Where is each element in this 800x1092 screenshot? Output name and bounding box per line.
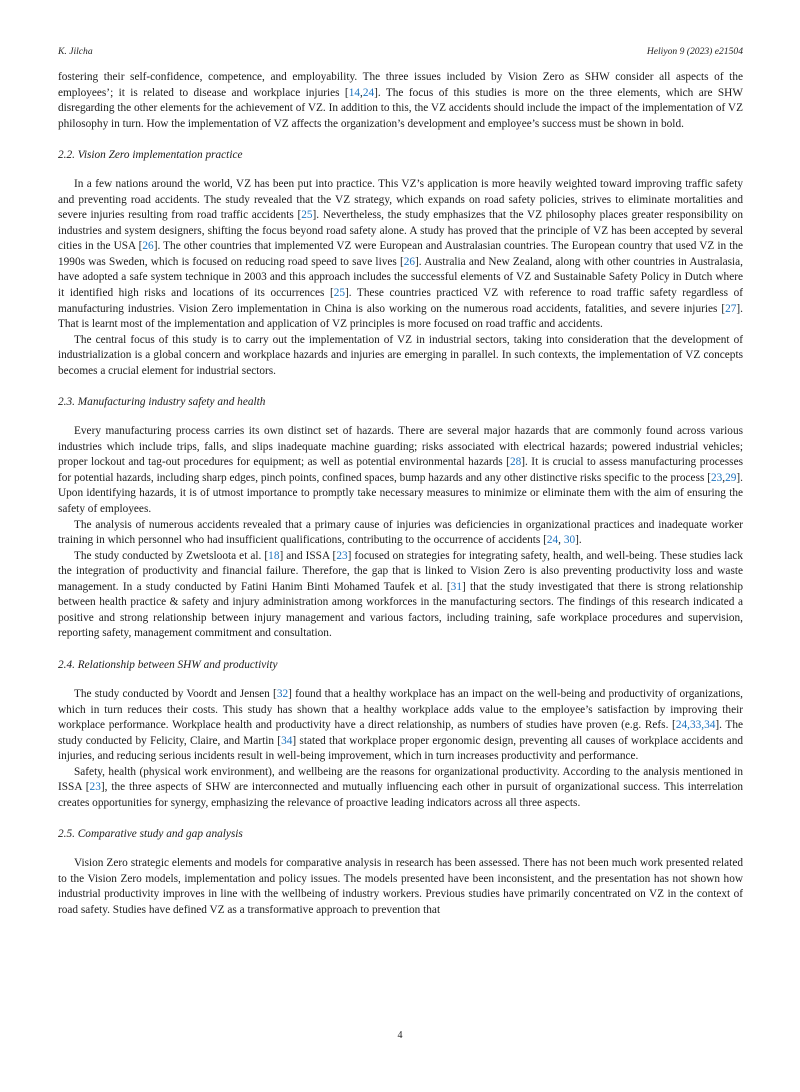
- paragraph-text: Every manufacturing process carries its own distinct set of hazards. There are several major hazards that are commonly found across various industries which include trips, falls, and slips inadequate machine guarding; risks associated with electrical hazards; powered industrial vehicles; proper lockout and tag-out procedures for equipment; as well as potential environmental hazards [: [58, 425, 743, 469]
- page-number: 4: [397, 1030, 403, 1041]
- header-journal: Heliyon 9 (2023) e21504: [646, 46, 743, 57]
- paragraph-text: ]. That is learnt most of the implementation and application of VZ principles is more focused on road traffic and accidents.: [58, 302, 743, 331]
- paragraph-text: ]. Australia and New Zealand, along with other countries in Australasia, have adopted a safe system technique in 2003 and this approach includes the successful elements of VZ and Sustainable Safety Policy in Dutch where it identified high risks and locations of its occurrences [: [58, 255, 743, 300]
- paragraph-text: ,: [722, 471, 726, 484]
- header-author: K. Jilcha: [58, 46, 93, 57]
- body-paragraph: [58, 333, 743, 380]
- citation-link[interactable]: 23: [710, 471, 723, 484]
- body-paragraph: [58, 856, 743, 918]
- body-paragraph: [58, 765, 743, 812]
- paragraph-text: In a few nations around the world, VZ has been put into practice. This VZ’s application is more heavily weighted toward improving traffic safety and preventing road accidents. The study revealed that the VZ strategy, which expands on road safety policies, strives to eliminate mortalities and severe injuries resulting from road traffic accidents [: [58, 178, 743, 222]
- citation-link[interactable]: 23: [336, 549, 348, 562]
- body-paragraph: [58, 424, 743, 517]
- paragraph-text: ,: [359, 86, 363, 99]
- citation-link[interactable]: 26: [142, 240, 154, 253]
- paragraph-text: The study conducted by Zwetsloota et al. [: [74, 549, 269, 562]
- paragraph-text: ].: [575, 534, 582, 547]
- paragraph-text: ]. Nevertheless, the study emphasizes that the VZ philosophy places greater responsibility on industries and system designers, shifting the focus beyond road safety alone. A study has proved that the principle of VZ has been accepted by several cities in the USA [: [58, 209, 744, 253]
- citation-link[interactable]: 25: [333, 287, 346, 300]
- citation-link[interactable]: 18: [268, 549, 280, 562]
- paragraph-text: ] stated that workplace proper ergonomic design, preventing all causes of workplace accidents and injuries, and reducing serious incidents result in well-being improvement, which in turn increases productivity and performance.: [58, 734, 743, 763]
- citation-link[interactable]: 24: [546, 534, 559, 547]
- citation-link[interactable]: 23: [89, 781, 101, 794]
- body-paragraph: [58, 549, 743, 642]
- paragraph-text: ] focused on strategies for integrating safety, health, and well-being. These studies lack the integration of productivity and financial failure. Therefore, the gap that is linked to Vision Zero is also preventing productivity loss and waste management. In a study conducted by Fatini Hanim Binti Mohamed Taufek et al. [: [58, 549, 744, 593]
- paragraph-text: ], the three aspects of SHW are interconnected and mutually influencing each other in pursuit of organizational success. This interrelation creates opportunities for synergy, emphasizing the relevance of proactive leading indicators across all three aspects.: [58, 781, 743, 809]
- paragraph-text: ,: [558, 534, 564, 547]
- citation-link[interactable]: 25: [301, 209, 313, 222]
- citation-link[interactable]: 31: [450, 580, 462, 593]
- body-paragraph: [58, 177, 743, 332]
- body-paragraph: [58, 518, 743, 549]
- body-paragraph: [58, 70, 743, 132]
- citation-link[interactable]: 14: [348, 86, 360, 99]
- paragraph-text: ] found that a healthy workplace has an impact on the well-being and productivity of organizations, which in turn reduces their costs. This study has shown that a healthy workplace adds value to the employee’s satisfaction by improving their workplace performance. Workplace health and productivity have a direct relationship, as numbers of studies have proven (e.g. Refs. [: [58, 687, 743, 732]
- paragraph-text: ]. It is crucial to assess manufacturing processes for potential hazards, including sharp edges, pinch points, confined spaces, bump hazards and any other distinctive risks specific to the process [: [58, 456, 743, 484]
- citation-link[interactable]: 24: [362, 86, 375, 99]
- running-header: [58, 46, 743, 57]
- paragraph-text: ]. The other countries that implemented VZ were European and Australasian countries. The European country that used VZ in the 1990s was Sweden, which is focused on reducing road speed to save lives [: [58, 240, 743, 268]
- citation-link[interactable]: 32: [276, 687, 289, 700]
- article-content: [58, 70, 743, 919]
- paragraph-text: ]. The focus of this studies is more on the three elements, which are SHW disregarding the other elements for the achievement of VZ. In addition to this, the VZ accidents should include the impact of the implementation of VZ philosophy in turn. How the implementation of VZ affects the organization’s development and employee’s success must be shown in bold.: [58, 86, 743, 130]
- paragraph-text: ] and ISSA [: [279, 549, 337, 562]
- citation-link[interactable]: 30: [563, 534, 576, 547]
- citation-link[interactable]: 26: [403, 255, 416, 268]
- section-heading: 2.2. Vision Zero implementation practice: [58, 149, 243, 162]
- paragraph-text: ]. The study conducted by Felicity, Claire, and Martin [: [58, 719, 743, 747]
- paragraph-text: The central focus of this study is to carry out the implementation of VZ in industrial sectors, taking into consideration that the development of industrialization is a global concern and workplace hazards and injuries are emerging in parallel. In such contexts, the implementation of VZ concepts becomes a crucial element for industrial sectors.: [58, 333, 743, 377]
- paragraph-text: The analysis of numerous accidents revealed that a primary cause of injuries was deficiencies in organizational practices and inadequate worker training in which personnel who had insufficient qualifications, contributing to the occurrence of accidents [: [58, 518, 743, 547]
- paragraph-text: fostering their self-confidence, competence, and employability. The three issues included by Vision Zero as SHW consider all aspects of the employees’; it is related to disease and workplace injuries [: [58, 71, 743, 99]
- page-body: [58, 46, 743, 919]
- paragraph-text: Vision Zero strategic elements and models for comparative analysis in research has been assessed. There has not been much work presented related to the Vision Zero models, implementation and policy issues. The models presented have been inconsistent, and the presentation has not shown how industrial productivity improves in line with the wellbeing of industry workers. Previous studies have primarily concentrated on VZ in the context of road safety. Studies have defined VZ as a transformative approach to prevention that: [58, 857, 743, 916]
- citation-link[interactable]: 29: [725, 471, 737, 484]
- citation-link[interactable]: 34: [281, 734, 293, 747]
- section-heading: 2.4. Relationship between SHW and productivity: [58, 658, 278, 671]
- citation-link[interactable]: 27: [725, 302, 737, 315]
- paragraph-text: Safety, health (physical work environment), and wellbeing are the reasons for organizational productivity. According to the analysis mentioned in ISSA [: [58, 765, 743, 794]
- section-heading: 2.5. Comparative study and gap analysis: [58, 828, 243, 841]
- section-heading: 2.3. Manufacturing industry safety and health: [58, 396, 266, 409]
- paragraph-text: ]. These countries practiced VZ with reference to road traffic safety regardless of manufacturing industries. Vision Zero implementation in China is also working on the numerous road accidents, fatalities, and severe injuries [: [58, 287, 743, 315]
- paragraph-text: The study conducted by Voordt and Jensen [: [74, 687, 277, 700]
- paragraph-text: ]. Upon identifying hazards, it is of utmost importance to promptly take necessary measures to minimize or eliminate them with the aim of ensuring the safety of employees.: [58, 471, 743, 516]
- paragraph-text: ] that the study investigated that there is strong relationship between health practice & safety and injury administration among workforces in the manufacturing sectors. The findings of this research indicated a positive and strong relationship between injury management and various factors, including training, safe workplace procedures and supervision, reporting safety, management commitment and consultation.: [58, 580, 744, 640]
- citation-link[interactable]: 24,33,34: [675, 719, 716, 732]
- citation-link[interactable]: 28: [509, 456, 522, 469]
- body-paragraph: [58, 687, 743, 765]
